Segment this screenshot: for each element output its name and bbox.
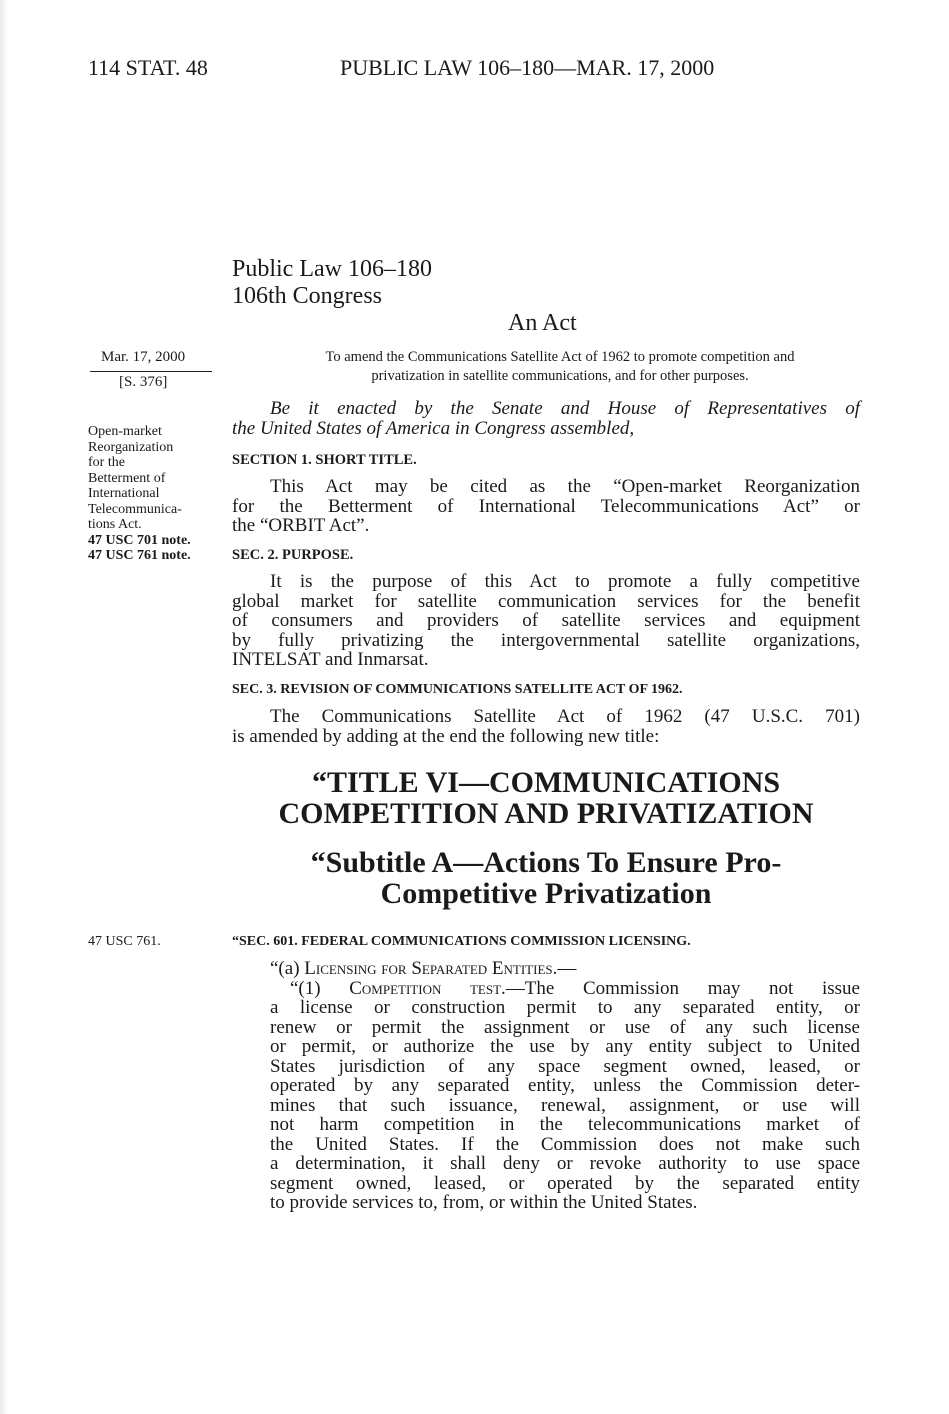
- margin-note-line: Telecommunica-: [88, 501, 182, 517]
- text-line: or permit, or authorize the use by any entity subject to United: [270, 1036, 860, 1057]
- text-line: global market for satellite communication services for the benefit: [232, 590, 860, 612]
- text-line: is amended by adding at the end the following new title:: [232, 725, 660, 747]
- text-line: renew or permit the assignment or use of any such license: [270, 1016, 860, 1038]
- margin-note-line: 47 USC 761 note.: [88, 548, 191, 563]
- purpose-line: To amend the Communications Satellite Act of 1962 to promote competition and: [325, 349, 795, 365]
- title-vi-heading: [232, 767, 860, 829]
- section-3-heading: SEC. 3. REVISION OF COMMUNICATIONS SATELLITE ACT OF 1962.: [232, 682, 683, 697]
- text-line: not harm competition in the telecommunications market of: [270, 1114, 860, 1135]
- margin-note-line: Open-market: [88, 424, 162, 439]
- text: “(1): [290, 977, 350, 999]
- heading-line: “TITLE VI—COMMUNICATIONS: [311, 766, 781, 799]
- section-3-text: [232, 707, 860, 746]
- text-line: The Communications Satellite Act of 1962 (47 U.S.C. 701): [270, 706, 860, 727]
- text-line: of consumers and providers of satellite services and equipment: [232, 610, 860, 631]
- section-601-heading: “SEC. 601. FEDERAL COMMUNICATIONS COMMISSION LICENSING.: [232, 934, 691, 949]
- section-601-text: [232, 959, 860, 1213]
- text: Competition test: [349, 977, 502, 999]
- text-line: for the Betterment of International Telecommunications Act” or: [232, 495, 860, 517]
- text-line: It is the purpose of this Act to promote a fully competitive: [270, 571, 860, 592]
- scan-edge: [0, 0, 8, 1414]
- subtitle-a-heading: [232, 847, 860, 909]
- text-line: mines that such issuance, renewal, assignment, or use will: [270, 1094, 860, 1116]
- margin-note-short-title: [88, 424, 191, 564]
- text-line: the United States. If the Commission does not make such: [270, 1133, 860, 1155]
- enacting-clause: [232, 399, 860, 438]
- section-1-heading: SECTION 1. SHORT TITLE.: [232, 452, 417, 468]
- text: “(a): [270, 958, 305, 979]
- running-header: PUBLIC LAW 106–180—MAR. 17, 2000: [340, 55, 715, 80]
- text: .—: [552, 958, 577, 979]
- text-line: the “ORBIT Act”.: [232, 515, 370, 536]
- subsection-a-heading: [232, 959, 860, 979]
- page-citation: 114 STAT. 48: [88, 55, 208, 80]
- text: .—The Commission may not issue: [501, 977, 860, 999]
- text-line: States jurisdiction of any space segment owned, leased, or: [270, 1055, 860, 1077]
- margin-rule: [90, 371, 212, 372]
- congress-number: 106th Congress: [232, 283, 382, 309]
- text-line: a determination, it shall deny or revoke authority to use space: [270, 1153, 860, 1174]
- purpose-statement: [250, 348, 870, 386]
- margin-note-line: Betterment of: [88, 470, 166, 486]
- text-line: Be it enacted by the Senate and House of Representatives of: [270, 398, 860, 419]
- public-law-number: Public Law 106–180: [232, 256, 432, 282]
- section-2-text: [232, 572, 860, 670]
- text-line: segment owned, leased, or operated by the separated entity: [270, 1172, 860, 1194]
- section-2-heading: SEC. 2. PURPOSE.: [232, 547, 354, 563]
- margin-note-line: 47 USC 701 note.: [88, 532, 191, 548]
- text-line: This Act may be cited as the “Open-market Reorganization: [270, 476, 860, 497]
- text: Licensing for Separated Entities: [304, 958, 553, 979]
- text-line: the United States of America in Congress assembled,: [232, 417, 635, 439]
- margin-bill-number: [S. 376]: [119, 374, 168, 390]
- margin-note-line: tions Act.: [88, 517, 142, 532]
- margin-note-sec-601: 47 USC 761.: [88, 934, 161, 949]
- purpose-line: privatization in satellite communications, and for other purposes.: [371, 368, 749, 384]
- text-line: INTELSAT and Inmarsat.: [232, 649, 429, 670]
- act-label: An Act: [508, 310, 577, 336]
- heading-line: “Subtitle A—Actions To Ensure Pro-: [310, 846, 782, 879]
- text-line: operated by any separated entity, unless the Commission deter-: [270, 1075, 860, 1096]
- text-line: by fully privatizing the intergovernmental satellite organizations,: [232, 629, 860, 651]
- margin-date: Mar. 17, 2000: [101, 349, 186, 365]
- paragraph-1-body: [232, 998, 860, 1213]
- section-1-text: [232, 477, 860, 536]
- paragraph-1-first-line: [232, 979, 860, 999]
- heading-line: Competitive Privatization: [380, 877, 712, 910]
- text-line: to provide services to, from, or within the United States.: [270, 1192, 698, 1213]
- text-line: a license or construction permit to any separated entity, or: [270, 997, 860, 1018]
- margin-note-line: Reorganization: [88, 439, 174, 455]
- heading-line: COMPETITION AND PRIVATIZATION: [278, 797, 814, 830]
- margin-note-line: for the: [88, 455, 125, 470]
- margin-note-line: International: [88, 486, 160, 501]
